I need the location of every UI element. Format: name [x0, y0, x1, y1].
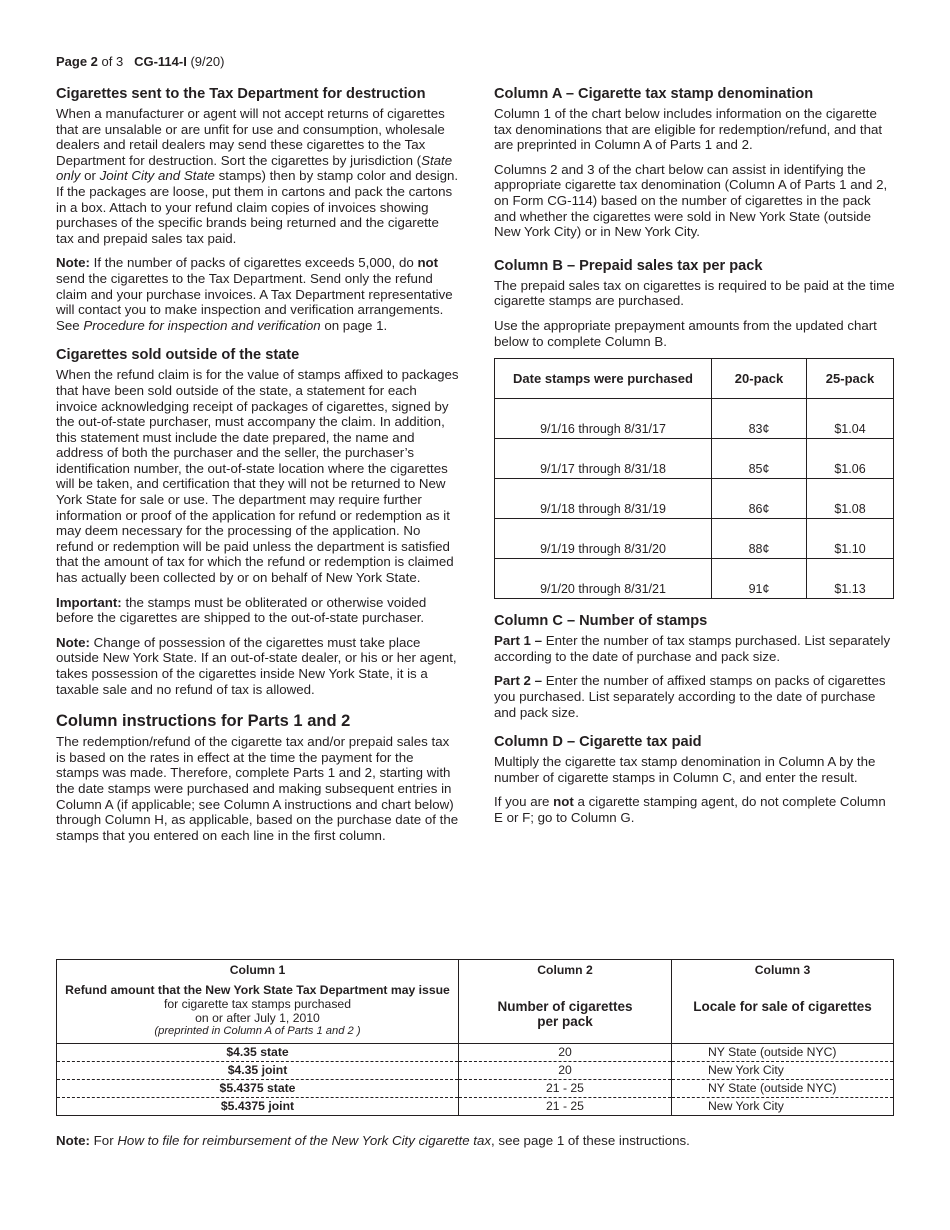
- paragraph: Use the appropriate prepayment amounts from the updated chart below to complete Column B.: [494, 317, 877, 349]
- table-cell: $4.35 state: [57, 1044, 459, 1062]
- text: If the number of packs of cigarettes exceeds 5,000, do: [89, 255, 418, 271]
- table-cell: 88¢: [712, 519, 807, 559]
- table-cell: $5.4375 state: [57, 1080, 459, 1098]
- text-italic: State only: [56, 152, 453, 184]
- note-paragraph: [56, 635, 460, 697]
- table-row: [57, 1044, 894, 1062]
- form-id: CG-114-I: [134, 54, 187, 69]
- important-label: Important:: [56, 594, 122, 610]
- form-date: (9/20): [190, 54, 225, 69]
- table-row: [495, 479, 894, 519]
- prepaid-rates-table: [494, 358, 894, 599]
- table-cell: $1.06: [807, 439, 894, 479]
- column-header: 25-pack: [807, 359, 894, 399]
- text-bold: not: [417, 255, 439, 271]
- paragraph: [494, 794, 896, 825]
- section-destruction: [56, 86, 460, 333]
- column-title: Column 3: [754, 963, 811, 977]
- section-column-a: [494, 86, 896, 240]
- part-label: Part 2 –: [494, 673, 543, 689]
- column-desc: Number of cigarettes per pack: [497, 999, 633, 1029]
- table-cell: NY State (outside NYC): [672, 1080, 894, 1098]
- section-sold-outside: [56, 347, 460, 697]
- column-1-header: [57, 960, 459, 1044]
- right-column: [494, 86, 896, 839]
- column-desc: for cigarette tax stamps purchased: [164, 997, 351, 1011]
- text: , see page 1 of these instructions.: [491, 1133, 690, 1148]
- table-row: [57, 1080, 894, 1098]
- column-desc: on or after July 1, 2010: [195, 1011, 320, 1025]
- column-title: Column 1: [229, 963, 286, 977]
- denomination-table: [56, 959, 894, 1116]
- table-cell: $4.35 joint: [57, 1062, 459, 1080]
- table-row: [57, 1062, 894, 1080]
- paragraph: The prepaid sales tax on cigarettes is required to be paid at the time cigarette stamps are purchased.: [494, 277, 895, 309]
- section-column-b: [494, 258, 896, 599]
- section-title: Column A – Cigarette tax stamp denomination: [494, 86, 814, 102]
- note-label: Note:: [56, 1133, 90, 1148]
- text: Enter the number of affixed stamps on packs of cigarettes you purchased. List separately according to the date of purchase and pack size.: [494, 673, 886, 720]
- page-of: of 3: [101, 54, 124, 69]
- column-desc: Refund amount that the New York State Tax Department may issue: [65, 983, 450, 997]
- table-cell: $1.08: [807, 479, 894, 519]
- table-cell: 9/1/16 through 8/31/17: [495, 399, 712, 439]
- table-cell: 20: [459, 1062, 672, 1080]
- table-header-row: [57, 960, 894, 1044]
- table-row: [495, 559, 894, 599]
- page-label: Page 2: [56, 54, 98, 69]
- text-italic: Procedure for inspection and verification: [83, 317, 321, 333]
- table-cell: 91¢: [712, 559, 807, 599]
- column-header: Date stamps were purchased: [495, 359, 712, 399]
- table-cell: 86¢: [712, 479, 807, 519]
- text-italic: How to file for reimbursement of the New York City cigarette tax: [117, 1133, 492, 1148]
- text: If you are: [494, 794, 554, 810]
- text: on page 1.: [320, 317, 388, 333]
- note-paragraph: [56, 255, 460, 333]
- section-title: Cigarettes sold outside of the state: [56, 347, 300, 364]
- paragraph: Multiply the cigarette tax stamp denomination in Column A by the number of cigarette stamps in Column C, and enter the result.: [494, 754, 876, 785]
- section-column-d: [494, 734, 896, 825]
- note-label: Note:: [56, 634, 90, 650]
- table-cell: NY State (outside NYC): [672, 1044, 894, 1062]
- table-cell: $1.04: [807, 399, 894, 439]
- table-row: [495, 399, 894, 439]
- text: the stamps must be obliterated or otherwise voided before the cigarettes are shipped to the out-of-state purchaser.: [56, 594, 427, 626]
- section-column-c: [494, 613, 896, 720]
- table-cell: 9/1/20 through 8/31/21: [495, 559, 712, 599]
- section-title: Cigarettes sent to the Tax Department for destruction: [56, 86, 426, 102]
- table-cell: 20: [459, 1044, 672, 1062]
- text: For: [89, 1133, 118, 1148]
- section-column-instructions: [56, 711, 460, 843]
- text: Change of possession of the cigarettes must take place outside New York State. If an out-of-state dealer, or his or her agent, takes possession of the cigarettes inside New York State, it is a taxable sale and no refund of tax is allowed.: [56, 634, 457, 697]
- note-label: Note:: [56, 255, 90, 271]
- paragraph: [494, 633, 896, 664]
- text: When a manufacturer or agent will not accept returns of cigarettes that are unsalable or are unfit for use and consumption, wholesale dealers and retail dealers may send these cigarettes to the Tax Department for destruction. Sort the cigarettes by jurisdiction (: [56, 106, 445, 168]
- column-3-header: [672, 960, 894, 1044]
- table-cell: $1.10: [807, 519, 894, 559]
- table-row: [495, 519, 894, 559]
- left-column: [56, 86, 460, 857]
- paragraph: Column 1 of the chart below includes information on the cigarette tax denominations that are eligible for redemption/refund, and that are preprinted in Column A of Parts 1 and 2.: [494, 106, 883, 153]
- section-title: Column D – Cigarette tax paid: [494, 734, 702, 751]
- text: or: [80, 168, 100, 184]
- text: a cigarette stamping agent, do not complete Column E or F; go to Column G.: [494, 794, 886, 825]
- table-cell: 21 - 25: [459, 1080, 672, 1098]
- text: Enter the number of tax stamps purchased. List separately according to the date of purchase and pack size.: [494, 633, 891, 664]
- page-header: [56, 54, 224, 69]
- paragraph: Columns 2 and 3 of the chart below can assist in identifying the appropriate cigarette tax denomination (Column A of Parts 1 and 2, on Form CG-114) based on the number of cigarettes in the pack and whether the cigarettes were sold in New York State (outside New York City) or in New York City.: [494, 161, 888, 240]
- text: stamps) then by stamp color and design. If the packages are loose, put them in cartons and pack the cartons in a box. Attach to your refund claim copies of invoices showing purchases of the specific brands being returned and the cigarette tax and prepaid sales tax paid.: [56, 168, 459, 246]
- table-cell: 85¢: [712, 439, 807, 479]
- table-header-row: [495, 359, 894, 399]
- section-title: Column C – Number of stamps: [494, 613, 708, 630]
- footnote: [56, 1133, 690, 1148]
- column-desc-italic: (preprinted in Column A of Parts 1 and 2 ): [154, 1025, 361, 1037]
- text: send the cigarettes to the Tax Department. Send only the refund claim and your purchase invoices. A Tax Department representative will contact you to make inspection and verification arrangements. See: [56, 270, 453, 333]
- paragraph: [56, 106, 460, 246]
- section-heading: Column instructions for Parts 1 and 2: [56, 712, 351, 731]
- table-cell: New York City: [672, 1062, 894, 1080]
- column-2-header: [459, 960, 672, 1044]
- paragraph: [494, 673, 896, 720]
- paragraph: The redemption/refund of the cigarette tax and/or prepaid sales tax is based on the rates in effect at the time the payment for the stamps was made. Therefore, complete Parts 1 and 2, starting with the date stamps were purchased and making subsequent entries in Column A (if applicable; see Column A instructions and chart below) through Column H, as applicable, based on the purchase date of the stamps that you entered on each line in the first column.: [56, 734, 459, 843]
- paragraph: When the refund claim is for the value of stamps affixed to packages that have been sold outside of the state, a statement for each invoice acknowledging receipt of packages of cigarettes, signed by the out-of-state purchaser, must accompany the claim. In addition, this statement must include the date prepared, the name and address of both the purchaser and the seller, the purchaser’s identification number, the out-of-state location where the cigarettes will be taken, and certification that they will not be returned to New York State for sale or use. The department may require further information or proof of the application for refund or redemption as it may deem necessary for the processing of the application. No refund or redemption will be paid unless the department is satisfied that the amount of tax for which the refund or redemption is claimed has actually been collected by or on behalf of New York State.: [56, 367, 459, 586]
- column-header: 20-pack: [712, 359, 807, 399]
- table-cell: $1.13: [807, 559, 894, 599]
- table-cell: 21 - 25: [459, 1098, 672, 1116]
- table-cell: 9/1/18 through 8/31/19: [495, 479, 712, 519]
- table-cell: 83¢: [712, 399, 807, 439]
- text-italic: Joint City and State: [99, 168, 215, 184]
- table-cell: New York City: [672, 1098, 894, 1116]
- part-label: Part 1 –: [494, 633, 543, 649]
- table-cell: 9/1/17 through 8/31/18: [495, 439, 712, 479]
- table-row: [495, 439, 894, 479]
- section-title: Column B – Prepaid sales tax per pack: [494, 257, 763, 274]
- table-row: [57, 1098, 894, 1116]
- table-cell: 9/1/19 through 8/31/20: [495, 519, 712, 559]
- column-title: Column 2: [537, 963, 593, 977]
- column-desc: Locale for sale of cigarettes: [693, 999, 872, 1014]
- table-cell: $5.4375 joint: [57, 1098, 459, 1116]
- text-bold: not: [553, 794, 574, 810]
- important-paragraph: [56, 595, 460, 626]
